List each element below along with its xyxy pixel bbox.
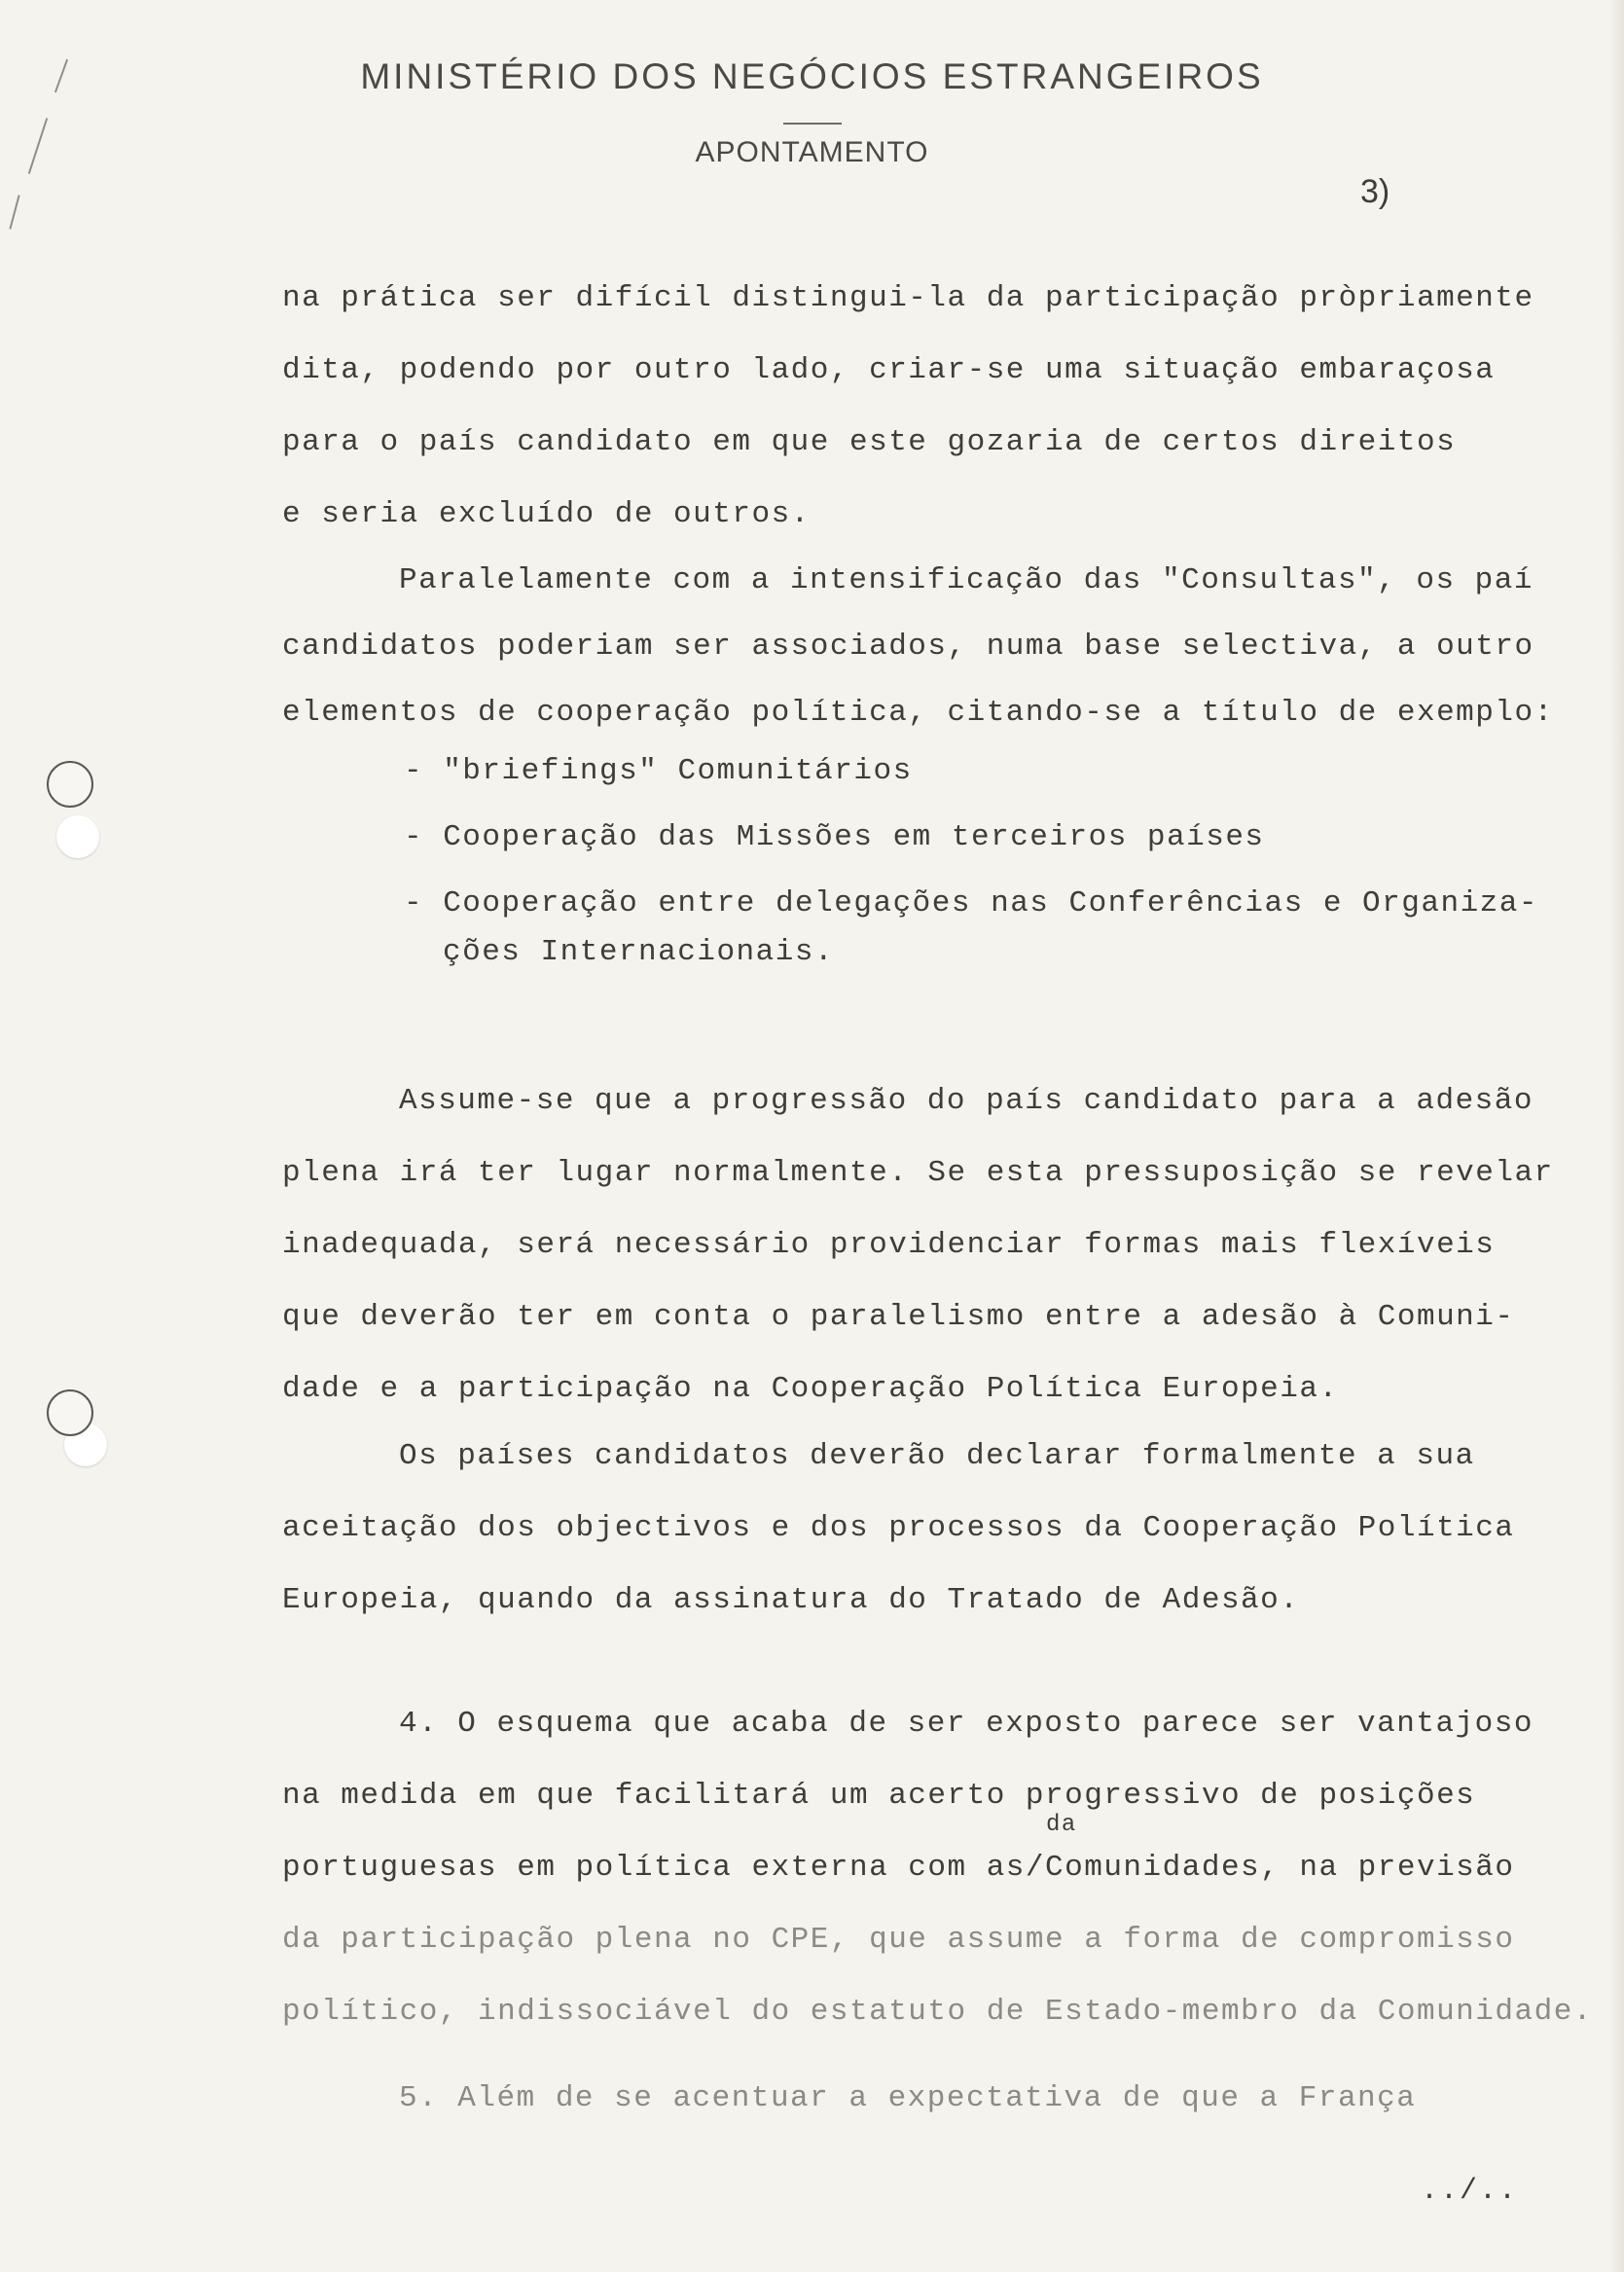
text-line: dita, podendo por outro lado, criar-se uma situação embaraçosa	[282, 353, 1496, 387]
page-edge-shadow	[1610, 0, 1624, 2272]
text-line: na prática ser difícil distingui-la da participação pròpriamente	[282, 281, 1534, 315]
text-line: inadequada, será necessário providenciar formas mais flexíveis	[282, 1228, 1496, 1262]
document-type: APONTAMENTO	[695, 136, 929, 168]
list-item: - Cooperação das Missões em terceiros países	[404, 820, 1265, 854]
paragraph-5	[282, 1688, 1591, 2048]
text-line: na medida em que facilitará um acerto progressivo de posições	[282, 1779, 1476, 1813]
text-line: plena irá ter lugar normalmente. Se esta pressuposição se revelar	[282, 1156, 1554, 1190]
text-line: candidatos poderiam ser associados, numa base selectiva, a outro	[282, 630, 1534, 664]
list-item: - "briefings" Comunitários	[404, 754, 913, 788]
text-line: Europeia, quando da assinatura do Tratado de Adesão.	[282, 1583, 1300, 1617]
ministry-name: MINISTÉRIO DOS NEGÓCIOS ESTRANGEIROS	[360, 56, 1264, 96]
text-line: que deverão ter em conta o paralelismo entre a adesão à Comuni-	[282, 1300, 1515, 1334]
text-line: político, indissociável do estatuto de Estado-membro da Comunidade.	[282, 1995, 1593, 2029]
text-line: portuguesas em política externa com as/Comunidades, na previsão	[282, 1851, 1515, 1885]
list-item: - Cooperação entre delegações nas Conferências e Organiza-	[404, 886, 1538, 920]
text-line: dade e a participação na Cooperação Política Europeia.	[282, 1372, 1339, 1406]
text-line: e seria excluído de outros.	[282, 497, 811, 531]
text-line: para o país candidato em que este gozaria de certos direitos	[282, 425, 1457, 459]
text-line: aceitação dos objectivos e dos processos da Cooperação Política	[282, 1511, 1515, 1545]
margin-mark	[9, 195, 19, 229]
paragraph-4	[282, 1421, 1591, 1637]
text-line: Assume-se que a progressão do país candidato para a adesão	[399, 1084, 1534, 1118]
text-line: Paralelamente com a intensificação das "Consultas", os paí	[399, 563, 1534, 597]
paragraph-2	[282, 545, 1591, 989]
text-line-with-insert	[282, 1812, 1591, 1904]
letterhead	[0, 56, 1624, 169]
punch-hole	[47, 761, 93, 808]
paragraph-3	[282, 1065, 1591, 1425]
text-line: da participação plena no CPE, que assume a forma de compromisso	[282, 1923, 1515, 1957]
text-line: Os países candidatos deverão declarar formalmente a sua	[399, 1439, 1475, 1473]
page-number: 3)	[1360, 173, 1390, 210]
paragraph-6	[282, 2063, 1591, 2135]
text-line: elementos de cooperação política, citando-se a título de exemplo:	[282, 696, 1554, 730]
header-divider	[783, 123, 842, 125]
punch-hole-shadow	[56, 815, 99, 858]
handwritten-insert: da	[1046, 1812, 1077, 1838]
paragraph-1	[282, 263, 1591, 551]
text-line: 5. Além de se acentuar a expectativa de que a França	[399, 2081, 1417, 2115]
continuation-mark: ../..	[1421, 2175, 1519, 2208]
list-item-continuation: ções Internacionais.	[443, 935, 835, 969]
punch-hole	[47, 1389, 93, 1436]
text-line: 4. O esquema que acaba de ser exposto parece ser vantajoso	[399, 1707, 1534, 1741]
